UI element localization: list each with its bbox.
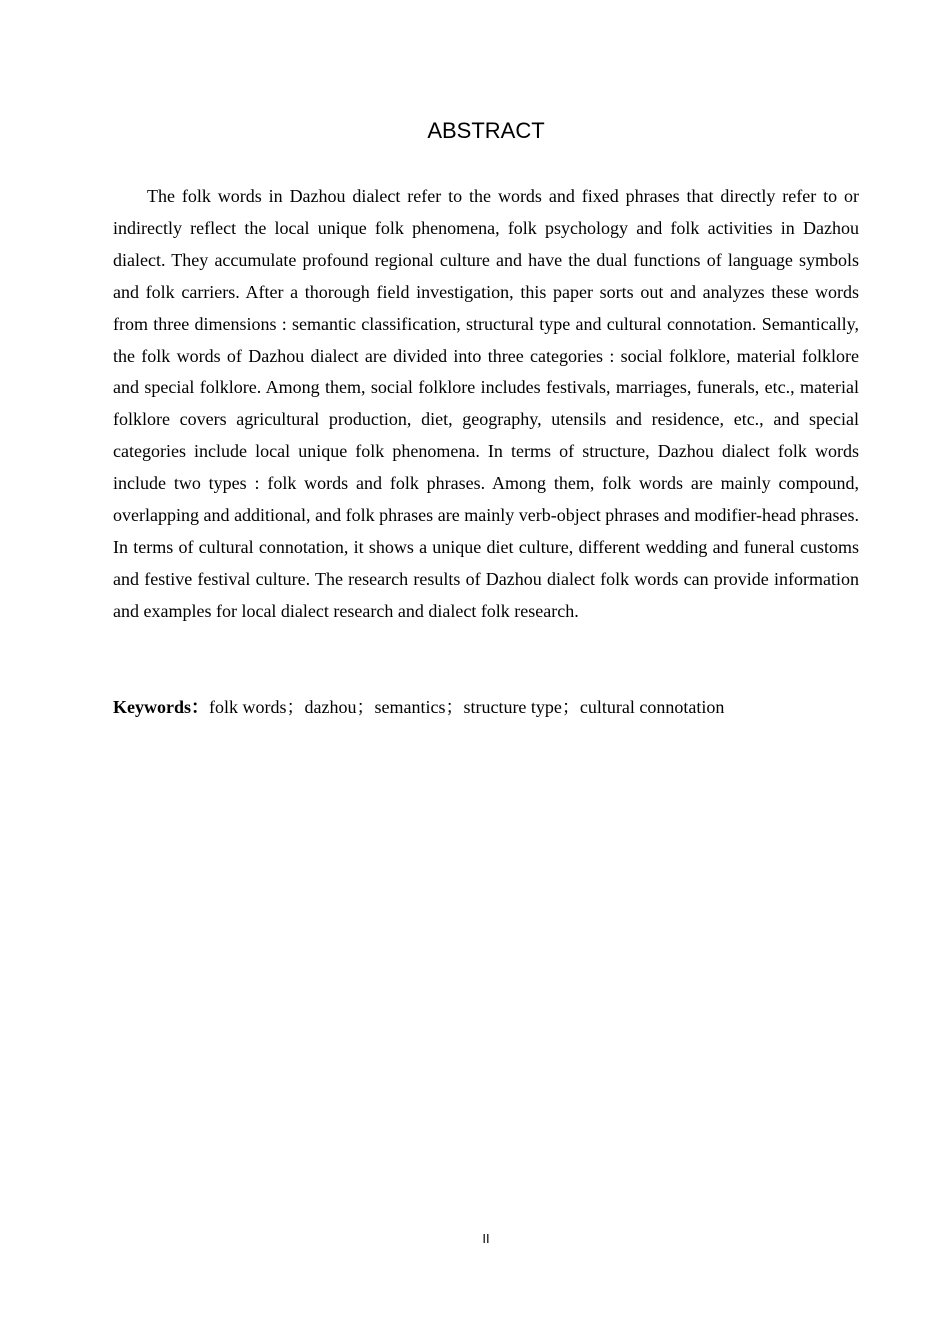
keywords-list: folk words；dazhou；semantics；structure type；cultural connotation [209,697,725,717]
abstract-body: The folk words in Dazhou dialect refer to the words and fixed phrases that directly refer to or indirectly reflect the local unique folk phenomena, folk psychology and folk activities in Dazhou dialect. They accumulate profound regional culture and have the dual functions of language symbols and folk carriers. After a thorough field investigation, this paper sorts out and analyzes these words from three dimensions : semantic classification, structural type and cultural connotation. Semantically, the folk words of Dazhou dialect are divided into three categories : social folklore, material folklore and special folklore. Among them, social folklore includes festivals, marriages, funerals, etc., material folklore covers agricultural production, diet, geography, utensils and residence, etc., and special categories include local unique folk phenomena. In terms of structure, Dazhou dialect folk words include two types : folk words and folk phrases. Among them, folk words are mainly compound, overlapping and additional, and folk phrases are mainly verb-object phrases and modifier-head phrases. In terms of cultural connotation, it shows a unique diet culture, different wedding and funeral customs and festive festival culture. The research results of Dazhou dialect folk words can provide information and examples for local dialect research and dialect folk research. [113,186,859,621]
keywords-line [113,692,859,722]
page-number: II [482,1231,490,1246]
abstract-title: ABSTRACT [427,118,545,143]
keywords-label: Keywords： [113,697,209,717]
